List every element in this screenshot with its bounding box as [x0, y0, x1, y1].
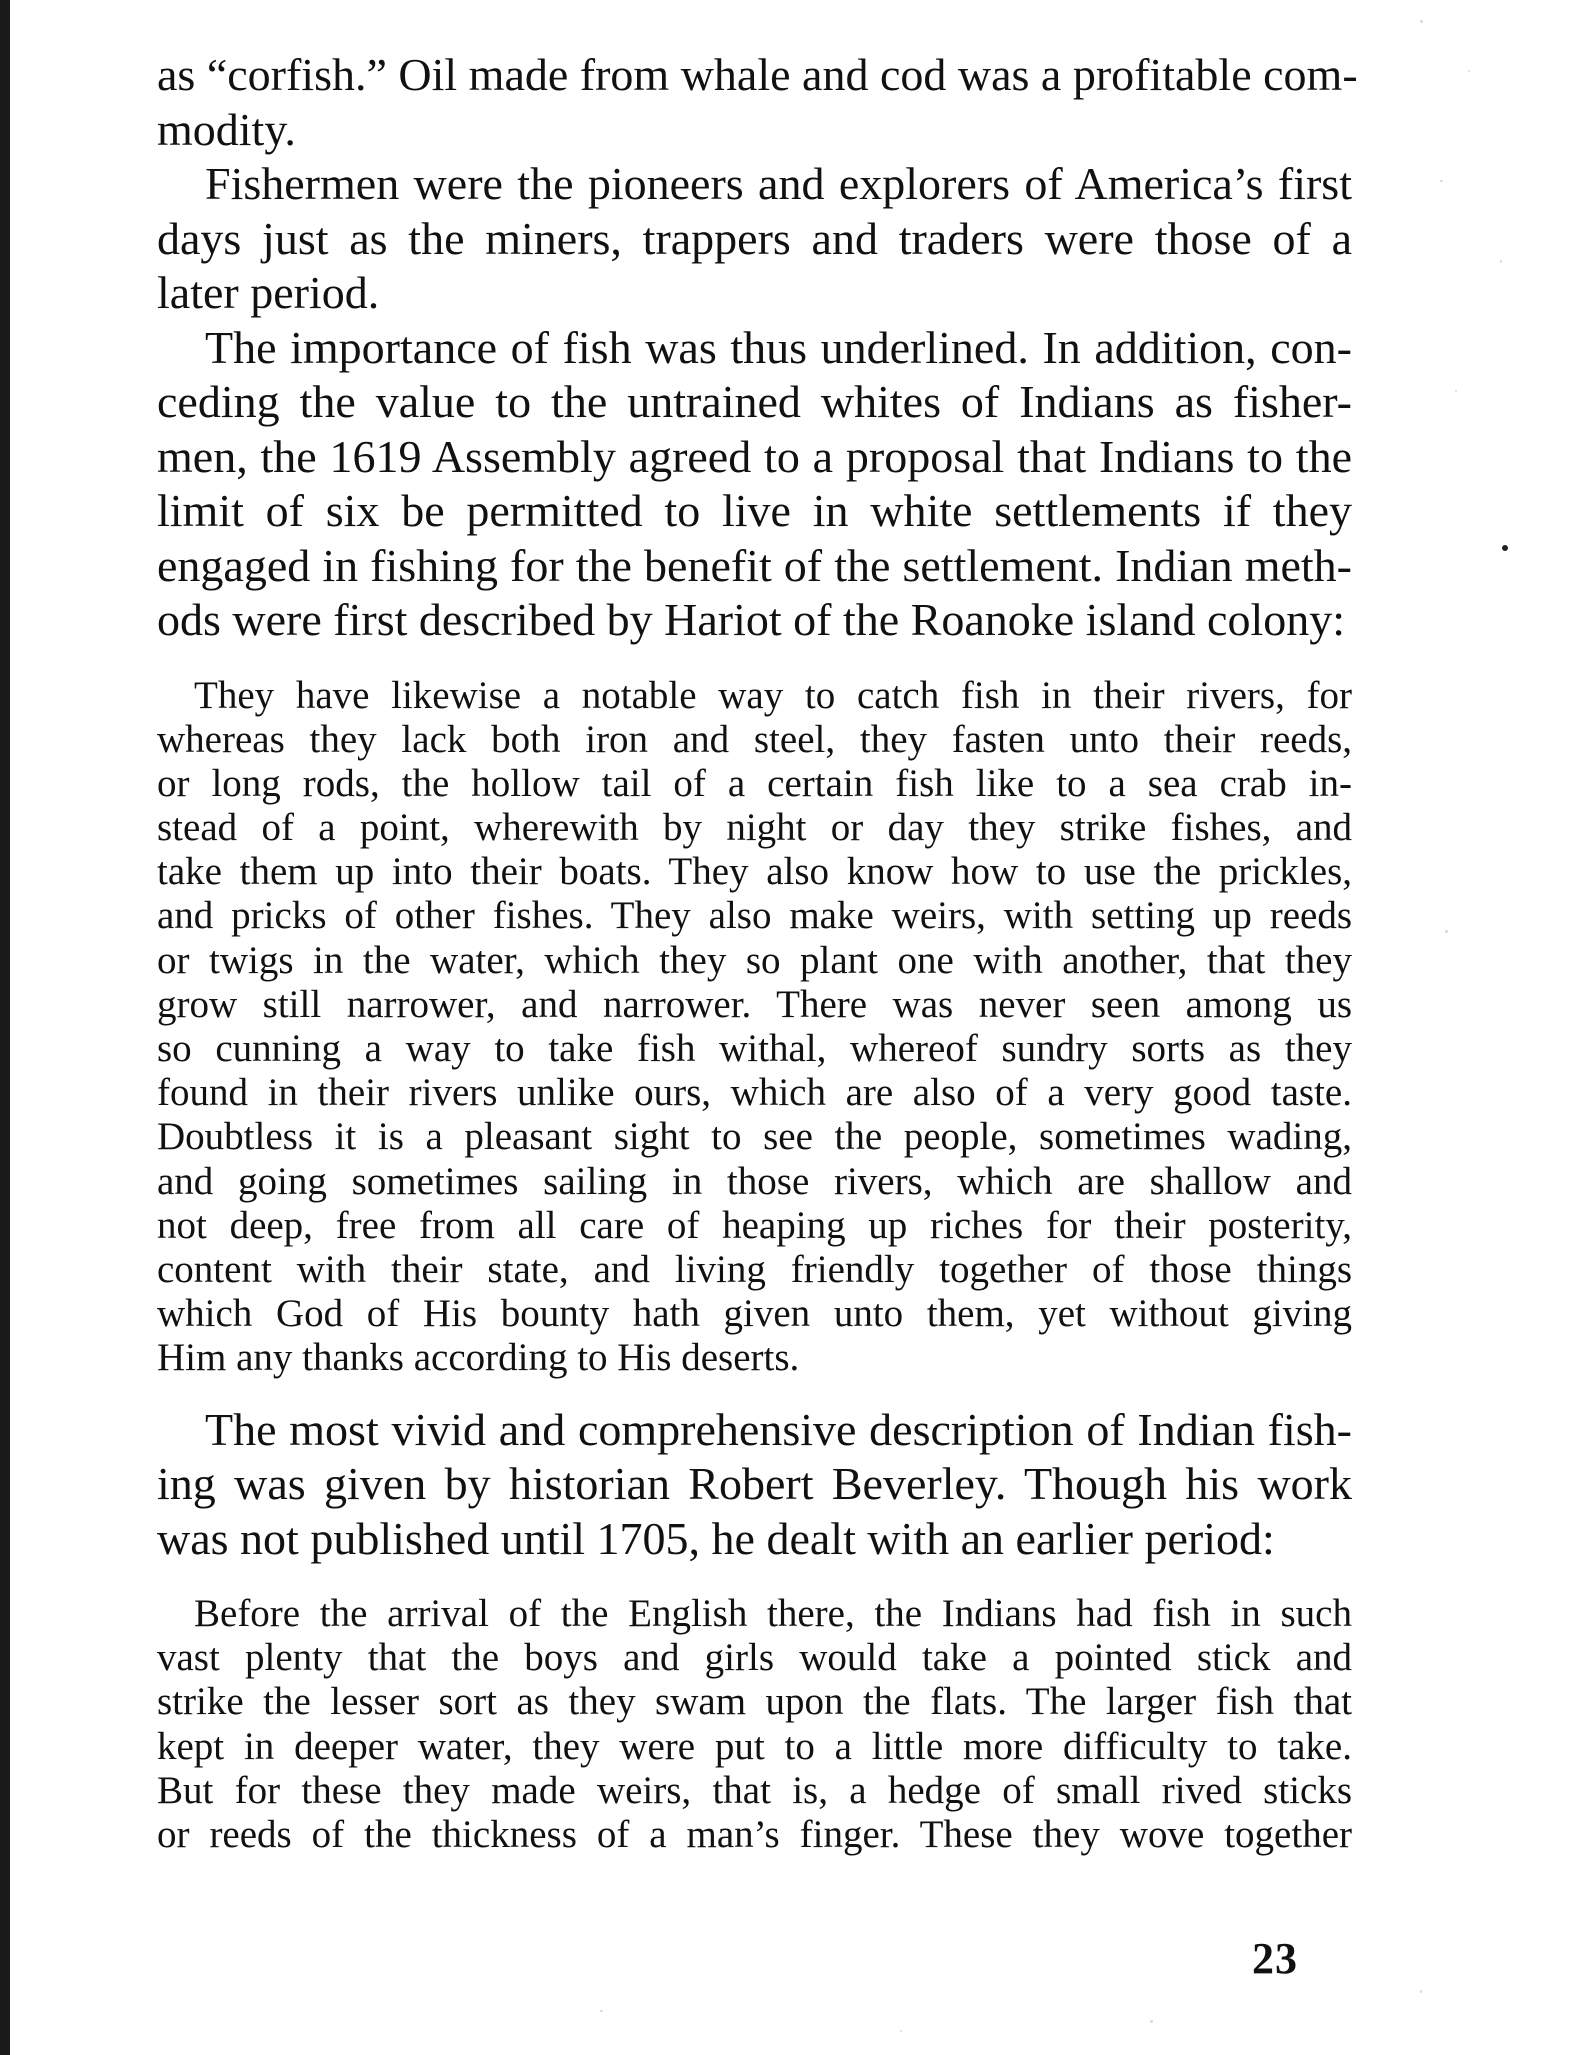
- quote-line: or reeds of the thickness of a man’s finger. These they wove together: [157, 1812, 1352, 1856]
- paragraph-1: [157, 48, 1358, 157]
- quote-line: which God of His bounty hath given unto them, yet without giving: [157, 1292, 1352, 1336]
- quote-line: or long rods, the hollow tail of a certain fish like to a sea crab in-: [157, 761, 1352, 805]
- text-line: ceding the value to the untrained whites of Indians as fisher-: [157, 376, 1352, 427]
- text-line: later period.: [157, 267, 380, 318]
- paragraph-3: [157, 321, 1352, 648]
- text-line: ods were first described by Hariot of the Roanoke island colony:: [157, 594, 1346, 645]
- block-quote-hariot: [157, 674, 1352, 1381]
- quote-line: whereas they lack both iron and steel, they fasten unto their reeds,: [157, 717, 1352, 761]
- page-number: 23: [1252, 1934, 1298, 1983]
- quote-line: Him any thanks according to His deserts.: [157, 1336, 800, 1380]
- quote-line: take them up into their boats. They also know how to use the prickles,: [157, 850, 1352, 894]
- scan-speckle: [600, 2010, 603, 2012]
- text-line: ing was given by historian Robert Beverley. Though his work: [157, 1458, 1352, 1509]
- page-body: [157, 48, 1358, 1879]
- scan-speckle: [1150, 2020, 1153, 2023]
- text-line: The most vivid and comprehensive description of Indian fish-: [205, 1403, 1352, 1455]
- page-binding-edge: [0, 0, 10, 2055]
- text-line: as “corfish.” Oil made from whale and cod was a profitable com-: [157, 49, 1358, 100]
- scan-speckle: [1420, 20, 1423, 23]
- quote-line: and pricks of other fishes. They also make weirs, with setting up reeds: [157, 894, 1352, 938]
- quote-line: They have likewise a notable way to catch fish in their rivers, for: [194, 673, 1352, 717]
- scan-speckle: [1440, 180, 1443, 182]
- block-quote-beverley: [157, 1592, 1352, 1857]
- text-line: days just as the miners, trappers and traders were those of a: [157, 212, 1352, 264]
- quote-line: But for these they made weirs, that is, a hedge of small rived sticks: [157, 1768, 1352, 1812]
- scan-speckle: [1455, 390, 1457, 392]
- paragraph-2: [157, 157, 1352, 321]
- quote-line: found in their rivers unlike ours, which are also of a very good taste.: [157, 1071, 1352, 1115]
- ink-mark: [1502, 545, 1508, 551]
- scan-speckle: [900, 2030, 902, 2032]
- quote-line: stead of a point, wherewith by night or day they strike fishes, and: [157, 806, 1352, 850]
- text-line: was not published until 1705, he dealt with an earlier period:: [157, 1512, 1275, 1564]
- scan-speckle: [1445, 930, 1448, 933]
- quote-line: Doubtless it is a pleasant sight to see the people, sometimes wading,: [157, 1115, 1352, 1159]
- quote-line: not deep, free from all care of heaping up riches for their posterity,: [157, 1203, 1352, 1247]
- text-line: modity.: [157, 103, 296, 155]
- text-line: men, the 1619 Assembly agreed to a proposal that Indians to the: [157, 430, 1352, 482]
- quote-line: or twigs in the water, which they so plant one with another, that they: [157, 938, 1352, 982]
- quote-line: kept in deeper water, they were put to a little more difficulty to take.: [157, 1724, 1352, 1768]
- quote-line: so cunning a way to take fish withal, whereof sundry sorts as they: [157, 1027, 1352, 1070]
- text-line: engaged in fishing for the benefit of the settlement. Indian meth-: [157, 539, 1352, 591]
- quote-line: grow still narrower, and narrower. There was never seen among us: [157, 982, 1352, 1026]
- paragraph-4: [157, 1403, 1352, 1567]
- scan-speckle: [1500, 260, 1502, 263]
- scan-speckle: [1420, 1990, 1422, 1993]
- quote-line: and going sometimes sailing in those rivers, which are shallow and: [157, 1159, 1352, 1203]
- quote-line: vast plenty that the boys and girls would take a pointed stick and: [157, 1636, 1352, 1680]
- quote-line: strike the lesser sort as they swam upon the flats. The larger fish that: [157, 1680, 1352, 1724]
- text-line: limit of six be permitted to live in white settlements if they: [157, 485, 1352, 536]
- quote-line: Before the arrival of the English there, the Indians had fish in such: [194, 1592, 1352, 1635]
- quote-line: content with their state, and living friendly together of those things: [157, 1247, 1352, 1291]
- text-line: Fishermen were the pioneers and explorers of America’s first: [205, 158, 1352, 209]
- text-line: The importance of fish was thus underlined. In addition, con-: [205, 321, 1352, 373]
- scan-speckle: [1468, 70, 1470, 72]
